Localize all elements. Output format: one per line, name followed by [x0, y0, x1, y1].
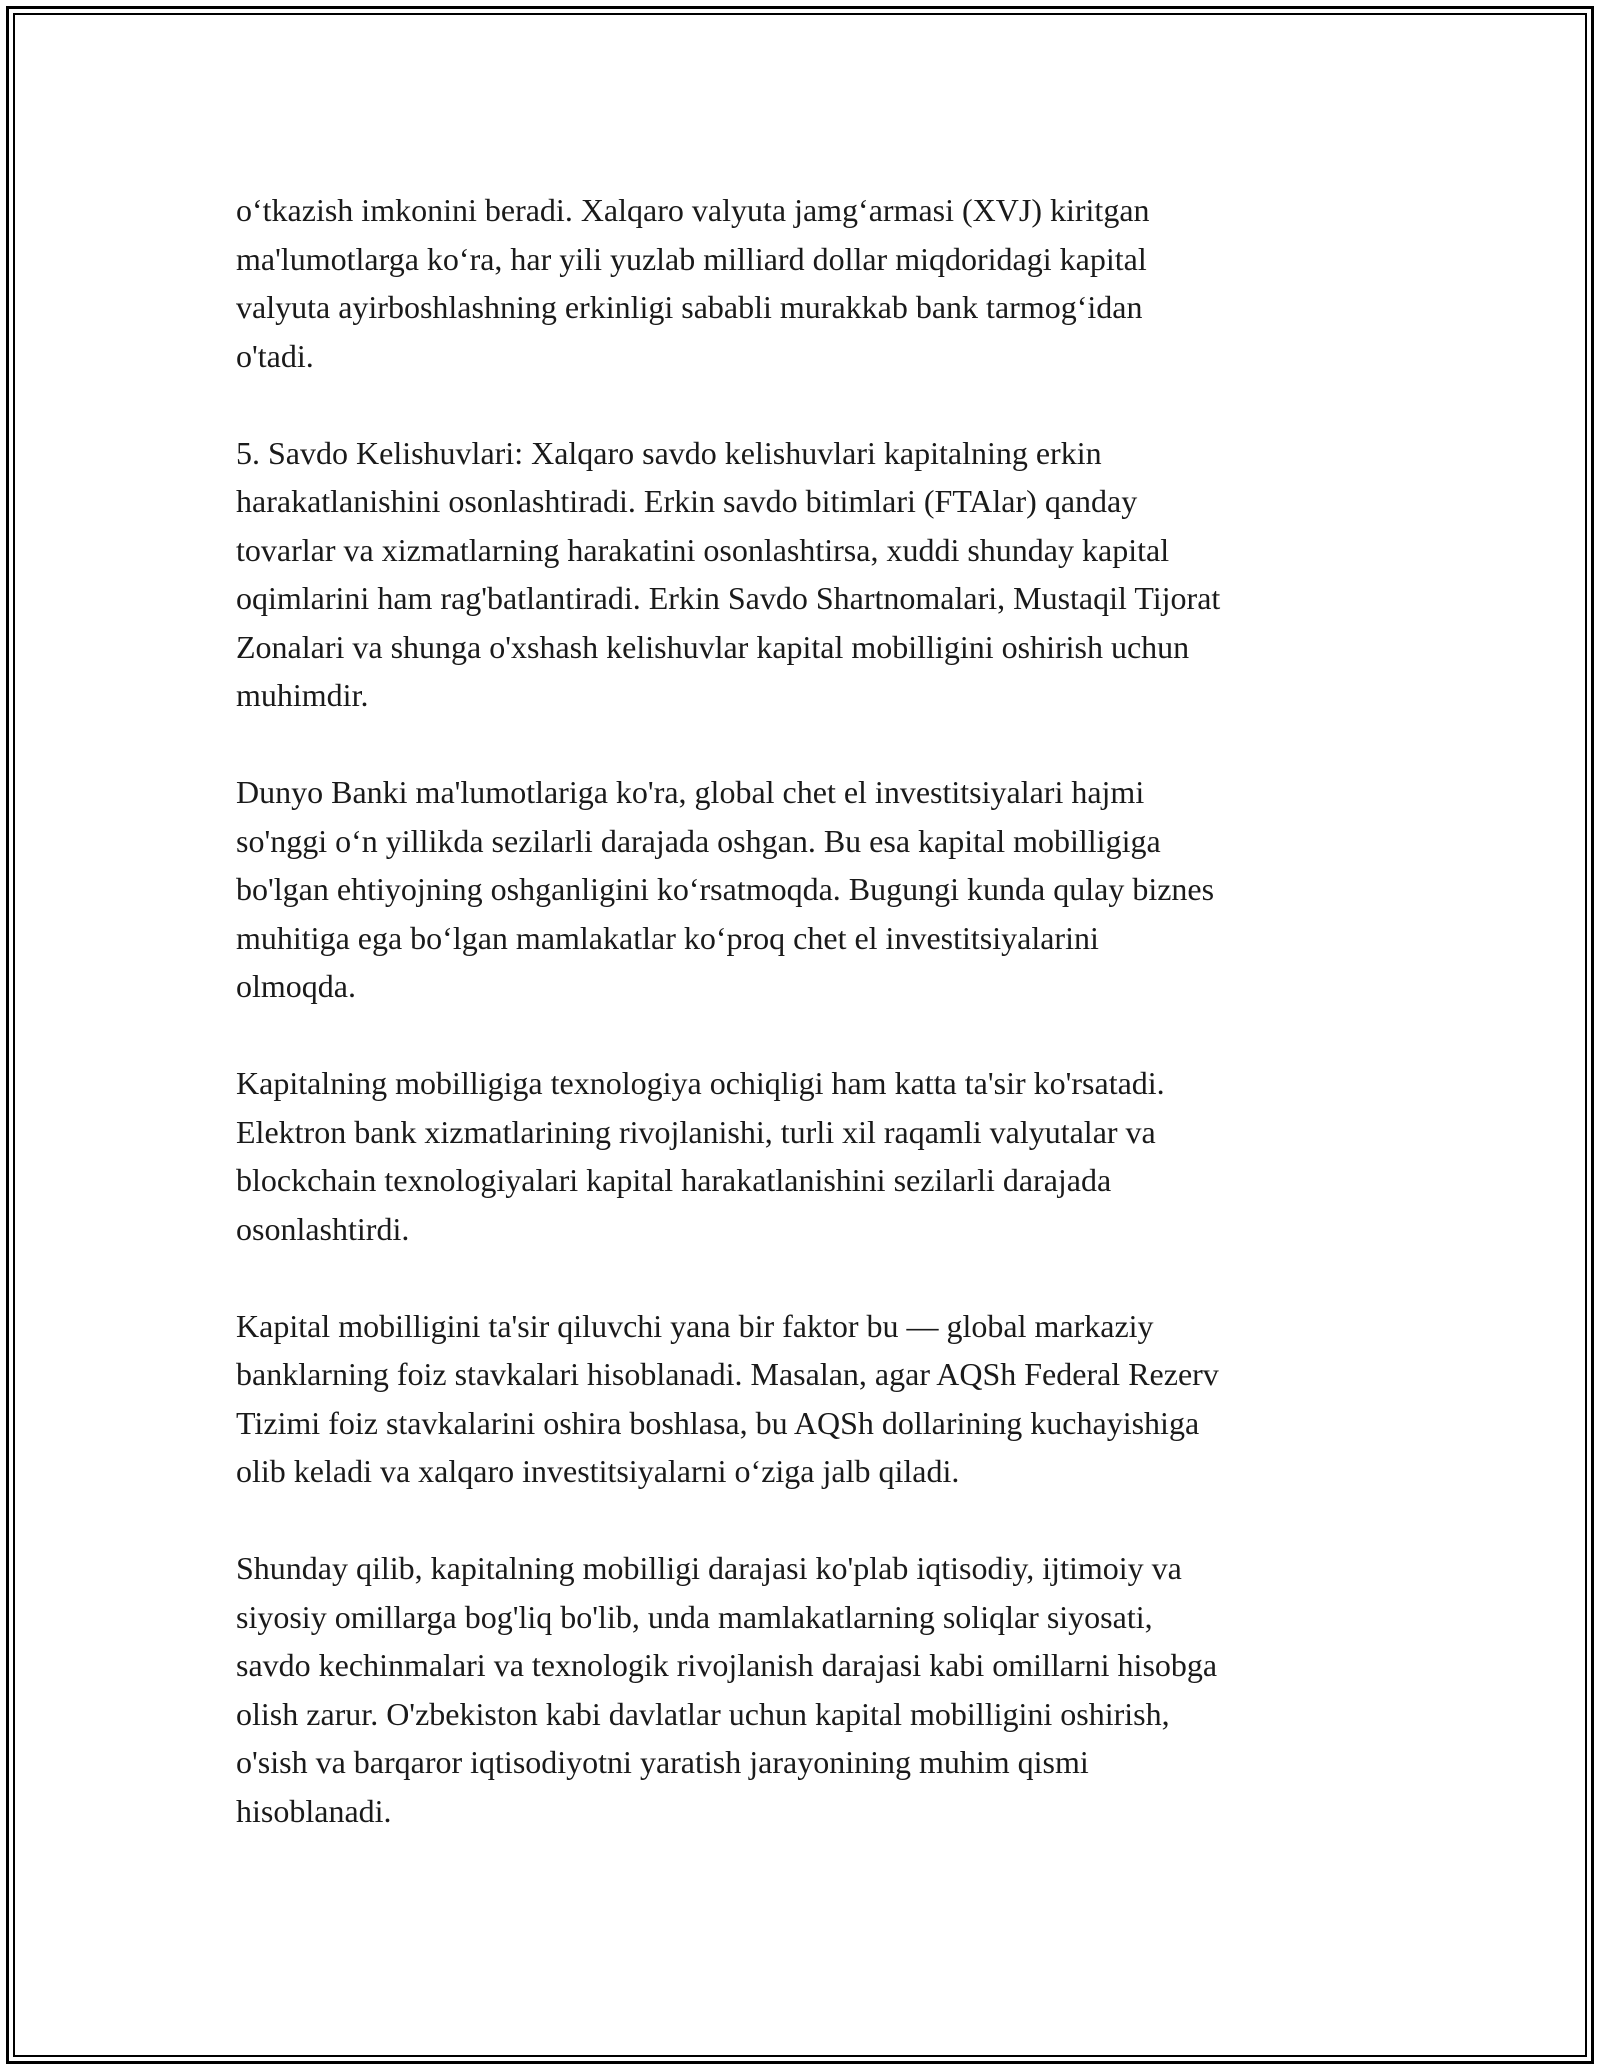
text-line: ma'lumotlarga ko‘ra, har yili yuzlab milliard dollar miqdoridagi kapital — [236, 240, 1147, 277]
text-line: Kapital mobilligini ta'sir qiluvchi yana bir faktor bu — global markaziy — [236, 1307, 1154, 1344]
text-line: Zonalari va shunga o'xshash kelishuvlar kapital mobilligini oshirish uchun — [236, 628, 1190, 665]
paragraph-conclusion — [236, 1544, 1376, 1835]
text-line: hisoblanadi. — [236, 1792, 392, 1829]
text-line: 5. Savdo Kelishuvlari: Xalqaro savdo kelishuvlari kapitalning erkin — [236, 434, 1102, 471]
text-line: bo'lgan ehtiyojning oshganligini ko‘rsatmoqda. Bugungi kunda qulay biznes — [236, 871, 1215, 907]
text-line: tovarlar va xizmatlarning harakatini osonlashtirsa, xuddi shunday kapital — [236, 531, 1170, 568]
paragraph-trade-agreements — [236, 429, 1376, 720]
text-line: harakatlanishini osonlashtiradi. Erkin savdo bitimlari (FTAlar) qanday — [236, 483, 1138, 519]
text-line: oqimlarini ham rag'batlantiradi. Erkin Savdo Shartnomalari, Mustaqil Tijorat — [236, 580, 1221, 616]
text-line: banklarning foiz stavkalari hisoblanadi. Masalan, agar AQSh Federal Rezerv — [236, 1356, 1219, 1392]
text-line: so'nggi o‘n yillikda sezilarli darajada oshgan. Bu esa kapital mobilligiga — [236, 822, 1161, 859]
text-line: muhimdir. — [236, 677, 369, 713]
document-body — [236, 186, 1376, 1884]
text-line: olmoqda. — [236, 968, 356, 1004]
text-line: Dunyo Banki ma'lumotlariga ko'ra, global chet el investitsiyalari hajmi — [236, 774, 1145, 810]
paragraph-interest-rates — [236, 1302, 1376, 1496]
text-line: Tizimi foiz stavkalarini oshira boshlasa, bu AQSh dollarining kuchayishiga — [236, 1404, 1200, 1441]
paragraph-world-bank — [236, 768, 1376, 1011]
text-line: blockchain texnologiyalari kapital harakatlanishini sezilarli darajada — [236, 1162, 1112, 1198]
text-line: osonlashtirdi. — [236, 1210, 410, 1247]
text-line: savdo kechinmalari va texnologik rivojlanish darajasi kabi omillarni hisobga — [236, 1647, 1218, 1683]
text-line: Shunday qilib, kapitalning mobilligi darajasi ko'plab iqtisodiy, ijtimoiy va — [236, 1550, 1182, 1586]
text-line: o'sish va barqaror iqtisodiyotni yaratish jarayonining muhim qismi — [236, 1744, 1089, 1780]
text-line: siyosiy omillarga bog'liq bo'lib, unda mamlakatlarning soliqlar siyosati, — [236, 1598, 1153, 1635]
paragraph-xvj-capital — [236, 186, 1376, 380]
text-line: olish zarur. O'zbekiston kabi davlatlar uchun kapital mobilligini oshirish, — [236, 1695, 1170, 1732]
text-line: o‘tkazish imkonini beradi. Xalqaro valyuta jamg‘armasi (XVJ) kiritgan — [236, 192, 1150, 228]
text-line: Elektron bank xizmatlarining rivojlanishi, turli xil raqamli valyutalar va — [236, 1113, 1156, 1150]
text-line: o'tadi. — [236, 337, 314, 374]
text-line: olib keladi va xalqaro investitsiyalarni o‘ziga jalb qiladi. — [236, 1453, 960, 1489]
text-line: valyuta ayirboshlashning erkinligi sababli murakkab bank tarmog‘idan — [236, 289, 1143, 325]
text-line: Kapitalning mobilligiga texnologiya ochiqligi ham katta ta'sir ko'rsatadi. — [236, 1065, 1165, 1101]
paragraph-technology — [236, 1059, 1376, 1253]
text-line: muhitiga ega bo‘lgan mamlakatlar ko‘proq chet el investitsiyalarini — [236, 919, 1099, 956]
